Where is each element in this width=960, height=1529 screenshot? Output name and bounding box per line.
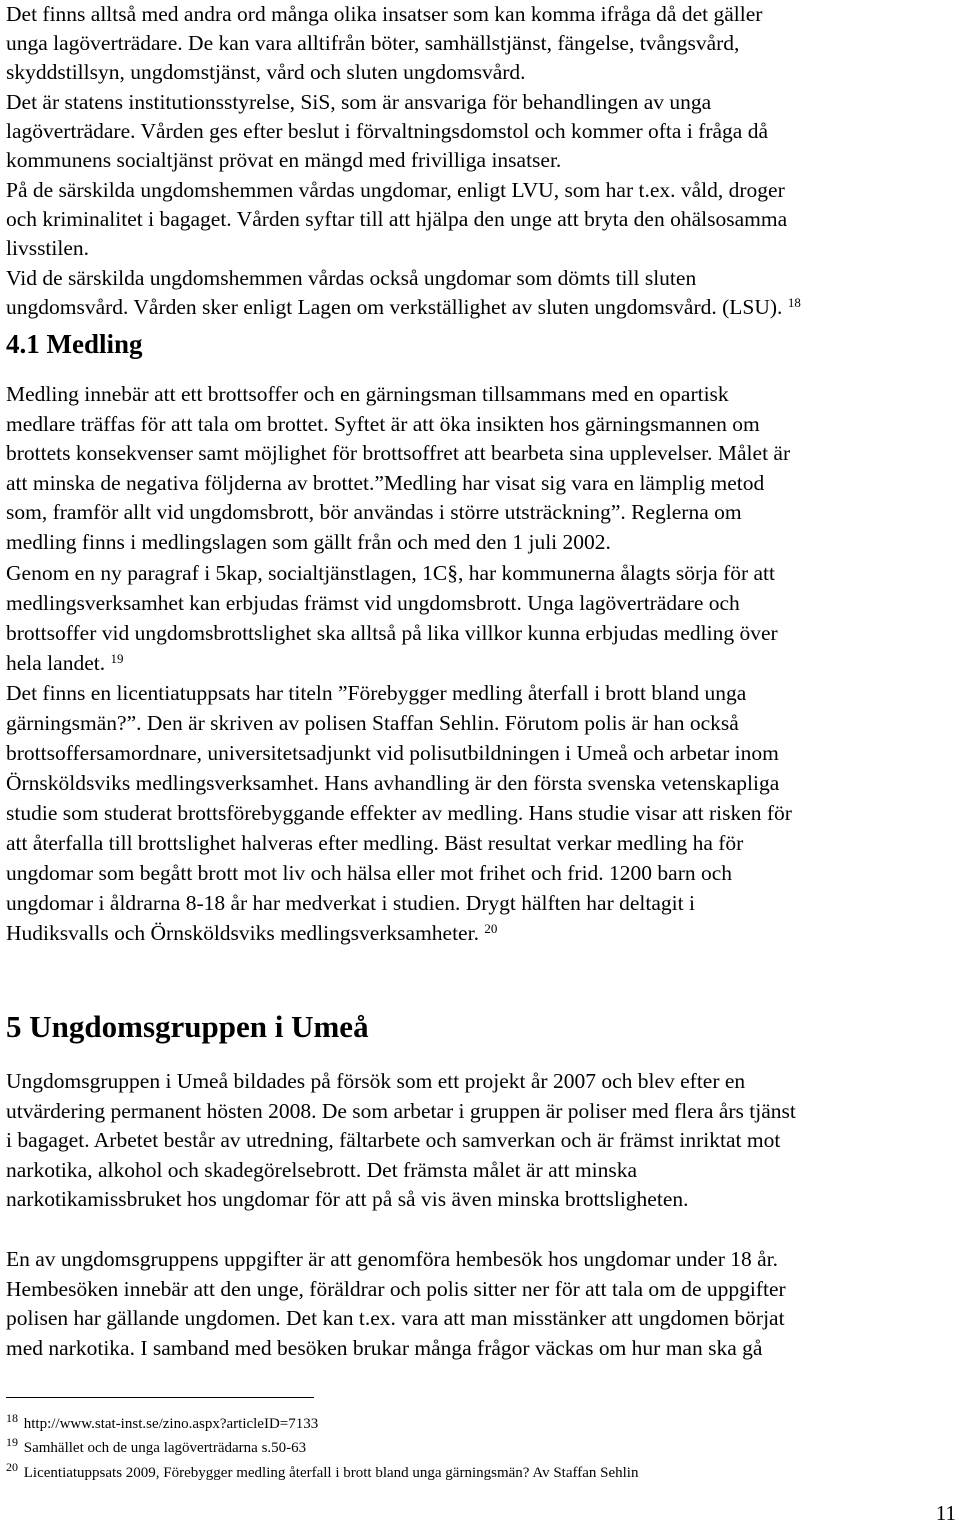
paragraph-line: ungdomar i åldrarna 8-18 år har medverkat i studien. Drygt hälften har deltagit i <box>6 891 695 915</box>
paragraph-line <box>6 649 123 677</box>
paragraph-line: Det finns en licentiatuppsats har titeln ”Förebygger medling återfall i brott bland unga <box>6 681 747 705</box>
footnote-text[interactable]: http://www.stat-inst.se/zino.aspx?articleID=7133 <box>23 1416 319 1432</box>
paragraph-line: Medling innebär att ett brottsoffer och en gärningsman tillsammans med en opartisk <box>6 382 729 406</box>
paragraph-line: polisen har gällande ungdomen. Det kan t.ex. vara att man misstänker att ungdomen börjat <box>6 1306 785 1330</box>
paragraph-line: i bagaget. Arbetet består av utredning, fältarbete och samverkan och är främst inriktat mot <box>6 1128 781 1152</box>
paragraph-line <box>6 919 497 947</box>
paragraph-line: unga lagöverträdare. De kan vara alltifrån böter, samhällstjänst, fängelse, tvångsvård, <box>6 31 740 55</box>
paragraph-line: ungdomar som begått brott mot liv och hälsa eller mot frihet och frid. 1200 barn och <box>6 861 733 885</box>
paragraph-line: att återfalla till brottslighet halveras efter medling. Bäst resultat verkar medling ha för <box>6 831 744 855</box>
footnote-20 <box>6 1460 639 1483</box>
paragraph-line: På de särskilda ungdomshemmen vårdas ungdomar, enligt LVU, som har t.ex. våld, droger <box>6 178 785 202</box>
paragraph-line: narkotika, alkohol och skadegörelsebrott. Det främsta målet är att minska <box>6 1158 638 1182</box>
paragraph-line: att minska de negativa följderna av brottet.”Medling har visat sig vara en lämplig metod <box>6 471 765 495</box>
paragraph-line: gärningsmän?”. Den är skriven av polisen Staffan Sehlin. Förutom polis är han också <box>6 711 739 735</box>
paragraph-line: Det finns alltså med andra ord många olika insatser som kan komma ifråga då det gäller <box>6 2 763 26</box>
paragraph-line: Hembesöken innebär att den unge, föräldrar och polis sitter ner för att tala om de uppgifter <box>6 1277 786 1301</box>
paragraph-line: utvärdering permanent hösten 2008. De som arbetar i gruppen är poliser med flera års tjänst <box>6 1099 796 1123</box>
paragraph-line: medling finns i medlingslagen som gällt från och med den 1 juli 2002. <box>6 530 611 554</box>
paragraph-line: medlingsverksamhet kan erbjudas främst vid ungdomsbrott. Unga lagöverträdare och <box>6 591 740 615</box>
paragraph-line: lagöverträdare. Vården ges efter beslut i förvaltningsdomstol och kommer ofta i fråga då <box>6 119 768 143</box>
paragraph-line: livsstilen. <box>6 236 90 260</box>
footnote-ref-18[interactable]: 18 <box>787 295 801 310</box>
footnote-number: 18 <box>6 1411 18 1425</box>
section-heading-medling: 4.1 Medling <box>6 329 143 359</box>
paragraph-line: brottsoffersamordnare, universitetsadjunkt vid polisutbildningen i Umeå och arbetar inom <box>6 741 779 765</box>
paragraph-line: En av ungdomsgruppens uppgifter är att genomföra hembesök hos ungdomar under 18 år. <box>6 1247 779 1271</box>
footnote-separator <box>6 1397 314 1398</box>
paragraph-line: Örnsköldsviks medlingsverksamhet. Hans avhandling är den första svenska vetenskapliga <box>6 771 780 795</box>
paragraph-line: och kriminalitet i bagaget. Vården syftar till att hjälpa den unge att bryta den ohälsosamma <box>6 207 788 231</box>
footnote-18 <box>6 1411 319 1434</box>
paragraph-line: studie som studerat brottsförebyggande effekter av medling. Hans studie visar att risken för <box>6 801 792 825</box>
section-heading-ungdomsgruppen: 5 Ungdomsgruppen i Umeå <box>6 1009 369 1044</box>
paragraph-line: Vid de särskilda ungdomshemmen vårdas också ungdomar som dömts till sluten <box>6 266 697 290</box>
page-number: 11 <box>935 1501 956 1525</box>
line-text: hela landet. <box>6 651 106 675</box>
paragraph-line: Genom en ny paragraf i 5kap, socialtjänstlagen, 1C§, har kommunerna ålagts sörja för att <box>6 561 775 585</box>
line-text: Hudiksvalls och Örnsköldsviks medlingsverksamheter. <box>6 921 479 945</box>
paragraph-line: medlare träffas för att tala om brottet. Syftet är att öka insikten hos gärningsmannen om <box>6 412 760 436</box>
paragraph-line: skyddstillsyn, ungdomstjänst, vård och sluten ungdomsvård. <box>6 60 526 84</box>
paragraph-line: Ungdomsgruppen i Umeå bildades på försök som ett projekt år 2007 och blev efter en <box>6 1069 746 1093</box>
paragraph-line: med narkotika. I samband med besöken brukar många frågor väckas om hur man ska gå <box>6 1336 763 1360</box>
paragraph-line: Det är statens institutionsstyrelse, SiS, som är ansvariga för behandlingen av unga <box>6 90 712 114</box>
footnote-ref-19[interactable]: 19 <box>110 651 124 666</box>
footnote-number: 20 <box>6 1460 18 1474</box>
footnote-number: 19 <box>6 1435 18 1449</box>
paragraph-line: kommunens socialtjänst prövat en mängd med frivilliga insatser. <box>6 148 562 172</box>
paragraph-line: narkotikamissbruket hos ungdomar för att på så vis även minska brottsligheten. <box>6 1187 689 1211</box>
footnote-text: Licentiatuppsats 2009, Förebygger medling återfall i brott bland unga gärningsmän? Av Staffan Sehlin <box>23 1465 639 1481</box>
paragraph-line: som, framför allt vid ungdomsbrott, bör användas i större utsträckning”. Reglerna om <box>6 500 742 524</box>
line-text: ungdomsvård. Vården sker enligt Lagen om verkställighet av sluten ungdomsvård. (LSU). <box>6 295 783 319</box>
paragraph-line: brottsoffer vid ungdomsbrottslighet ska alltså på lika villkor kunna erbjudas medling över <box>6 621 778 645</box>
footnote-text: Samhället och de unga lagöverträdarna s.50-63 <box>23 1440 307 1456</box>
footnote-19 <box>6 1435 307 1458</box>
paragraph-line: brottets konsekvenser samt möjlighet för brottsoffret att bearbeta sina upplevelser. Målet är <box>6 441 791 465</box>
footnote-ref-20[interactable]: 20 <box>484 921 498 936</box>
paragraph-line <box>6 293 801 321</box>
